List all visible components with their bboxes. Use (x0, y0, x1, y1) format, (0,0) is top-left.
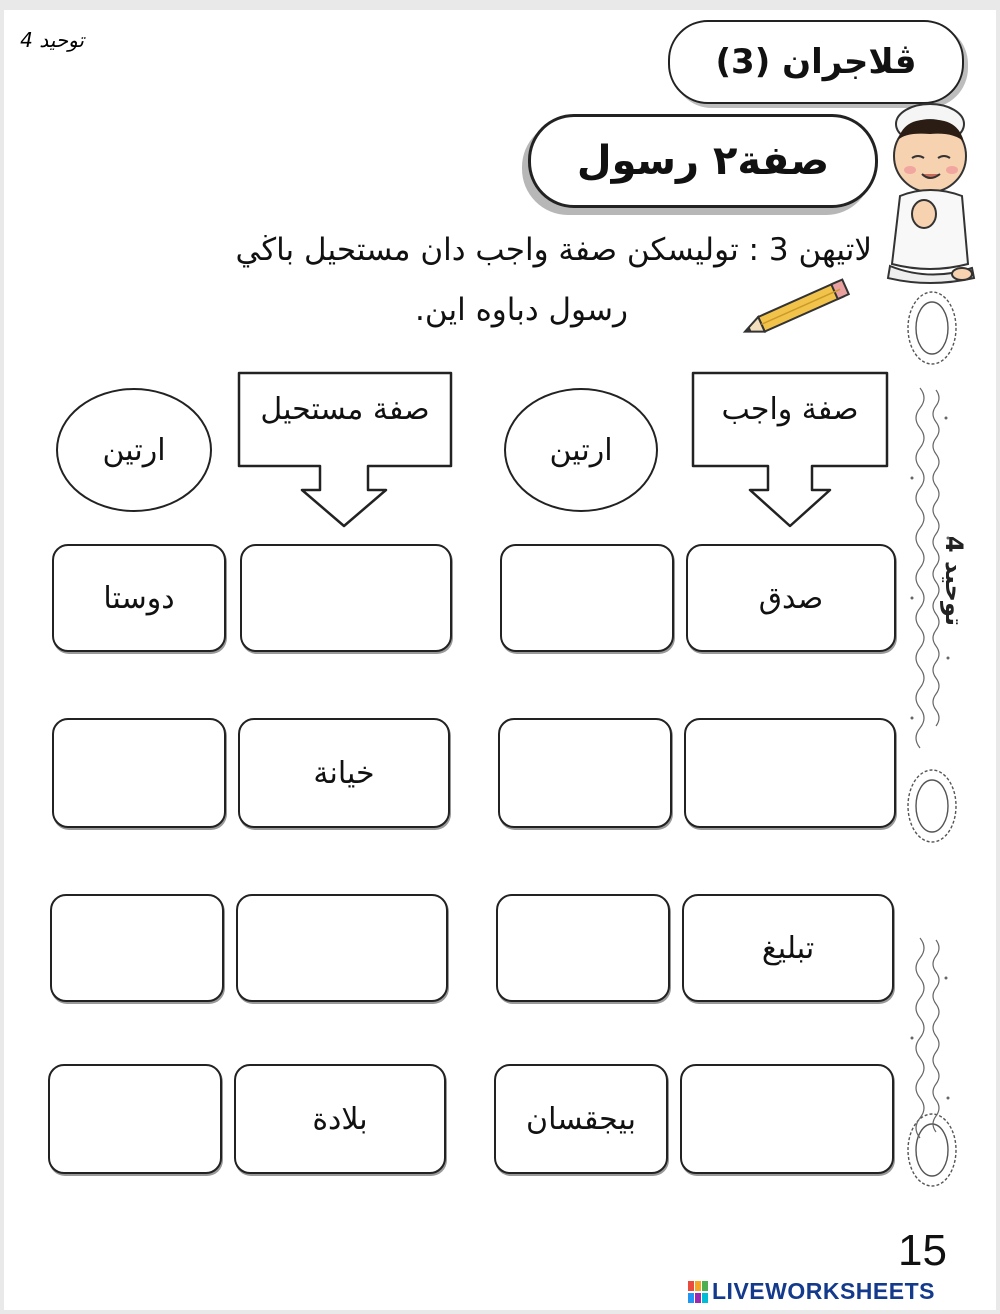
answer-box-mustahil-meaning-2[interactable] (52, 718, 226, 828)
worksheet-page (4, 10, 996, 1310)
side-border-label: توحيد 4 (940, 535, 968, 626)
answer-box-mustahil-4[interactable]: بلادة (234, 1064, 446, 1174)
wajib-header-label: صفة واجب (721, 392, 859, 427)
answer-box-mustahil-1[interactable] (240, 544, 452, 652)
page-number: 15 (898, 1226, 947, 1275)
liveworksheets-logo-icon (688, 1281, 708, 1303)
praying-boy-illustration (884, 96, 976, 286)
instruction-line-2: رسول دباوه اين. (415, 292, 628, 328)
title-badge (528, 114, 878, 208)
answer-box-mustahil-2[interactable]: خيانة (238, 718, 450, 828)
answer-box-wajib-meaning-4[interactable]: بيجقسان (494, 1064, 668, 1174)
meaning-header-right: ارتين (504, 388, 658, 512)
meaning-header-left: ارتين (56, 388, 212, 512)
subject-code: توحيد 4 (20, 28, 84, 52)
answer-box-mustahil-meaning-3[interactable] (50, 894, 224, 1002)
answer-box-wajib-meaning-3[interactable] (496, 894, 670, 1002)
page-title: صفة٢ رسول (576, 138, 830, 184)
mustahil-header-callout (236, 370, 454, 530)
lesson-badge (668, 20, 964, 104)
liveworksheets-watermark (688, 1278, 935, 1305)
pencil-icon (738, 278, 858, 338)
wajib-header-callout (690, 370, 890, 530)
answer-box-mustahil-meaning-4[interactable] (48, 1064, 222, 1174)
answer-box-wajib-1[interactable]: صدق (686, 544, 896, 652)
watermark-text: LIVEWORKSHEETS (712, 1278, 935, 1304)
mustahil-header-label: صفة مستحيل (260, 392, 430, 427)
instruction-line-1: لاتيهن 3 : توليسكن صفة واجب دان مستحيل باڬي (235, 232, 872, 268)
answer-box-wajib-meaning-2[interactable] (498, 718, 672, 828)
answer-box-wajib-3[interactable]: تبليغ (682, 894, 894, 1002)
lesson-label: ڤلاجران (3) (715, 42, 917, 82)
answer-box-mustahil-meaning-1[interactable]: دوستا (52, 544, 226, 652)
answer-box-wajib-meaning-1[interactable] (500, 544, 674, 652)
answer-box-wajib-4[interactable] (680, 1064, 894, 1174)
answer-box-mustahil-3[interactable] (236, 894, 448, 1002)
decorative-side-border (902, 278, 982, 1208)
answer-box-wajib-2[interactable] (684, 718, 896, 828)
